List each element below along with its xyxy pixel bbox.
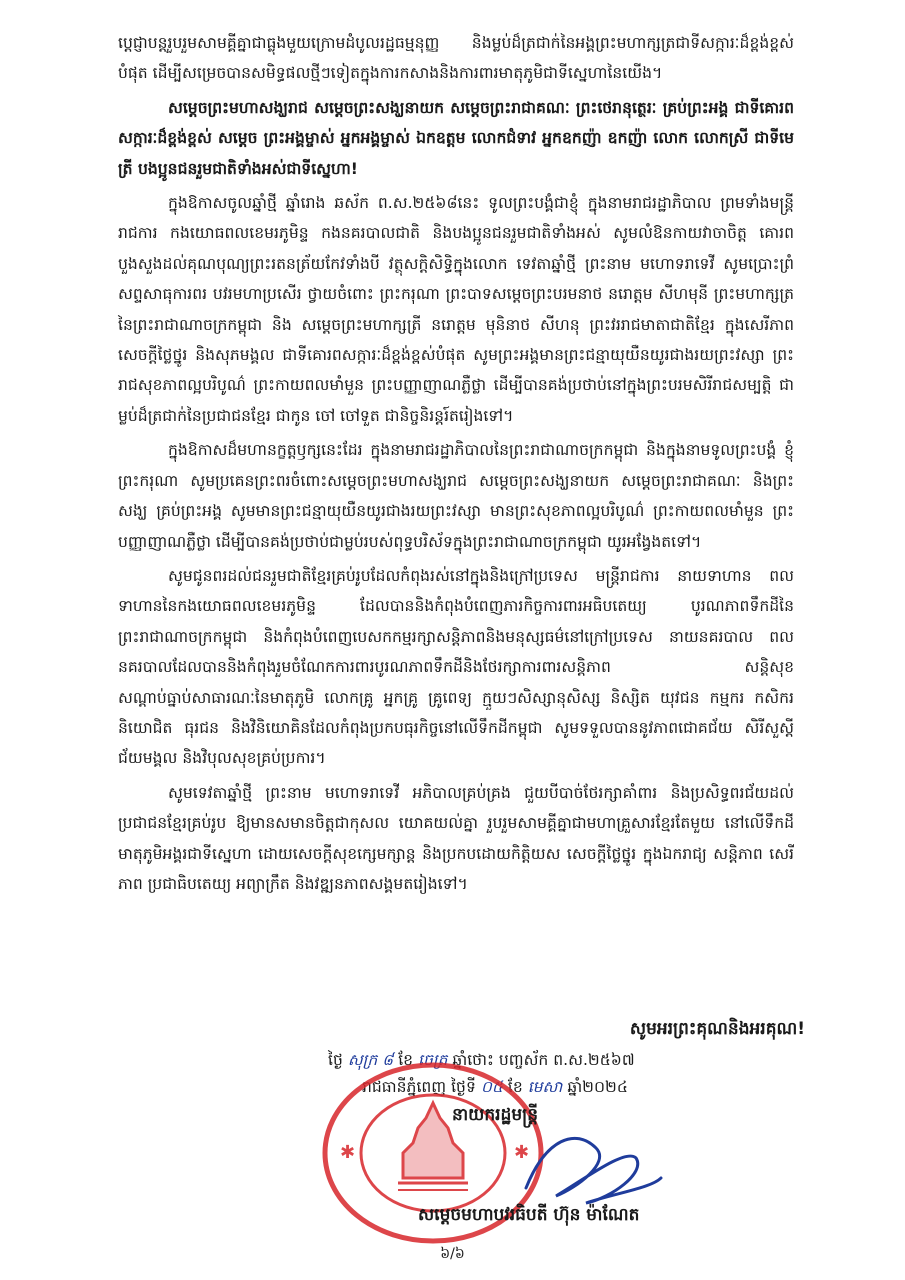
svg-text:✱: ✱ xyxy=(340,1142,356,1163)
handwritten-lunar-month: ចេត្រ xyxy=(418,1051,448,1069)
handwritten-day: ០៥ xyxy=(480,1078,503,1096)
paragraph-continuation: ប្តេជ្ញាបន្តរួបរួមសាមគ្គីគ្នាជាធ្លុងមួយក្រោមដំបូលរដ្ឋធម្មនុញ្ញ និងម្លប់ដ៏ត្រជាក់នៃអង្គព្រះមហាក្សត្រជាទីសក្ការៈដ៏ខ្ពង់ខ្ពស់បំផុត ដើម្បីសម្រេចបានសមិទ្ធផលថ្មីៗទៀតក្នុងការកសាងនិងការពារមាតុភូមិជាទីស្នេហានៃយើង។ xyxy=(118,34,794,83)
letter-body xyxy=(118,28,794,903)
paragraph-wishes-citizens: សូមជូនពរដល់ជនរួមជាតិខ្មែរគ្រប់រូបដែលកំពុងរស់នៅក្នុងនិងក្រៅប្រទេស មន្ត្រីរាជការ នាយទាហាន ពលទាហាននៃកងយោធពលខេមរភូមិន្ទ ដែលបាននិងកំពុងបំពេញភារកិច្ចការពារអធិបតេយ្យ បូរណភាពទឹកដីនៃព្រះរាជាណាចក្រកម្ពុជា និងកំពុងបំពេញបេសកកម្មរក្សាសន្តិភាពនិងមនុស្សធម៌នៅក្រៅប្រទេស នាយនគរបាល ពលនគរបាលដែលបាននិងកំពុងរួមចំណែកការពារបូរណភាពទឹកដីនិងថែរក្សាការពារសន្តិភាព សន្តិសុខ សណ្តាប់ធ្នាប់សាធារណៈនៃមាតុភូមិ លោកគ្រូ អ្នកគ្រូ គ្រូពេទ្យ ក្មួយៗសិស្សានុសិស្ស និស្សិត យុវជន កម្មករ កសិករ និយោជិត ធុរជន និងវិនិយោគិនដែលកំពុងប្រកបធុរកិច្ចនៅលើទឹកដីកម្ពុជា សូមទទួលបាននូវភាពជោគជ័យ សិរីសួស្តី ជ័យមង្គល និងវិបុលសុខគ្រប់ប្រការ។ xyxy=(118,566,794,768)
year: ឆ្នាំ២០២៤ xyxy=(567,1078,628,1096)
lunar-prefix: ថ្ងៃ xyxy=(328,1051,343,1069)
handwritten-lunar-day: សុក្រ ៨ xyxy=(347,1051,399,1069)
page-number: ៦/៦ xyxy=(440,1246,465,1262)
handwritten-signature xyxy=(516,1118,666,1210)
place-prefix: រាជធានីភ្នំពេញ ថ្ងៃទី xyxy=(362,1078,476,1096)
month-prefix: ខែ xyxy=(507,1078,523,1096)
handwritten-month: មេសា xyxy=(527,1078,563,1096)
signer-name: សម្តេចមហាបវរធិបតី ហ៊ុន ម៉ាណែត xyxy=(418,1205,640,1225)
paragraph-wishes-clergy: ក្នុងឱកាសដ៏មហានក្ខត្តឫក្សនេះដែរ ក្នុងនាមរាជរដ្ឋាភិបាលនៃព្រះរាជាណាចក្រកម្ពុជា និងក្នុងនាមទូលព្រះបង្គំ ខ្ញុំព្រះករុណា សូមប្រគេនព្រះពរចំពោះសម្តេចព្រះមហាសង្ឃរាជ សម្តេចព្រះសង្ឃនាយក សម្តេចព្រះរាជាគណៈ និងព្រះសង្ឃ គ្រប់ព្រះអង្គ សូមមានព្រះជន្មាយុយឺនយូរជាងរយព្រះវស្សា មានព្រះសុខភាពល្អបរិបូណ៌ ព្រះកាយពលមាំមួន ព្រះបញ្ញាញាណភ្លឺថ្លា ដើម្បីបានគង់ប្រថាប់ជាម្លប់របស់ពុទ្ធបរិស័ទក្នុងព្រះរាជាណាចក្រកម្ពុជា យូរអង្វែងតទៅ។ xyxy=(118,441,794,551)
closing-thanks: សូមអរព្រះគុណនិងអរគុណ! xyxy=(629,1019,805,1039)
svg-text:✱: ✱ xyxy=(514,1142,530,1163)
signer-title: នាយករដ្ឋមន្ត្រី xyxy=(452,1105,538,1125)
paragraph-new-year-wishes-king: ក្នុងឱកាសចូលឆ្នាំថ្មី ឆ្នាំរោង ឆស័ក ព.ស.២៥៦៨នេះ ទូលព្រះបង្គំជាខ្ញុំ ក្នុងនាមរាជរដ្ឋាភិបាល ព្រមទាំងមន្ត្រីរាជការ កងយោធពលខេមរភូមិន្ទ កងនគរបាលជាតិ និងបងប្អូនជនរួមជាតិទាំងអស់ សូមលំឱនកាយវាចាចិត្ត គោរពបួងសួងដល់គុណបុណ្យព្រះរតនត្រ័យកែវទាំងបី វត្ថុសក្តិសិទ្ធិក្នុងលោក ទេវតាឆ្នាំថ្មី ព្រះនាម មហោទរាទេវី សូមប្រោះព្រំសព្ទសាធុការពរ បវរមហាប្រសើរ ថ្វាយចំពោះ ព្រះករុណា ព្រះបាទសម្តេចព្រះបរមនាថ នរោត្តម សីហមុនី ព្រះមហាក្សត្រនៃព្រះរាជាណាចក្រកម្ពុជា និង សម្តេចព្រះមហាក្សត្រី នរោត្តម មុនិនាថ សីហនុ ព្រះវររាជមាតាជាតិខ្មែរ ក្នុងសេរីភាព សេចក្តីថ្លៃថ្នូរ និងសុភមង្គល ជាទីគោរពសក្ការៈដ៏ខ្ពង់ខ្ពស់បំផុត សូមព្រះអង្គមានព្រះជន្មាយុយឺនយូរជាងរយព្រះវស្សា ព្រះរាជសុខភាពល្អបរិបូណ៌ ព្រះកាយពលមាំមួន ព្រះបញ្ញាញាណភ្លឺថ្លា ដើម្បីបានគង់ប្រថាប់នៅក្នុងព្រះបរមសិរីរាជសម្បត្តិ ជាម្លប់ដ៏ត្រជាក់នៃប្រជាជនខ្មែរ ជាកូន ចៅ ចៅទួត ជានិច្ចនិរន្តរ៍តរៀងទៅ។ xyxy=(118,194,794,425)
paragraph-salutation: សម្តេចព្រះមហាសង្ឃរាជ សម្តេចព្រះសង្ឃនាយក សម្តេចព្រះរាជាគណៈ ព្រះថេរានុត្ថេរៈ គ្រប់ព្រះអង្គ ជាទីគោរពសក្ការៈដ៏ខ្ពង់ខ្ពស់ សម្តេច ព្រះអង្គម្ចាស់ អ្នកអង្គម្ចាស់ ឯកឧត្តម លោកជំទាវ អ្នកឧកញ៉ា ឧកញ៉ា លោក លោកស្រី ជាទីមេត្រី បងប្អូនជនរួមជាតិទាំងអស់ជាទីស្នេហា! xyxy=(118,98,794,178)
lunar-mid: ខែ xyxy=(398,1051,414,1069)
paragraph-final-blessing: សូមទេវតាឆ្នាំថ្មី ព្រះនាម មហោទរាទេវី អភិបាលគ្រប់គ្រង ជួយបីបាច់ថែរក្សាគាំពារ និងប្រសិទ្ធពរជ័យដល់ប្រជាជនខ្មែរគ្រប់រូប ឱ្យមានសមានចិត្តជាកុសល យោគយល់គ្នា រួបរួមសាមគ្គីគ្នាជាមហាគ្រួសារខ្មែរតែមួយ នៅលើទឹកដីមាតុភូមិអង្គរជាទីស្នេហា ដោយសេចក្តីសុខក្សេមក្សាន្ត និងប្រកបដោយកិត្តិយស សេចក្តីថ្លៃថ្នូរ ក្នុងឯករាជ្យ សន្តិភាព សេរីភាព ប្រជាធិបតេយ្យ អព្យាក្រឹត និងវឌ្ឍនភាពសង្គមតរៀងទៅ។ xyxy=(118,783,794,893)
lunar-year: ឆ្នាំថោះ បញ្ចស័ក ព.ស.២៥៦៧ xyxy=(452,1051,635,1069)
